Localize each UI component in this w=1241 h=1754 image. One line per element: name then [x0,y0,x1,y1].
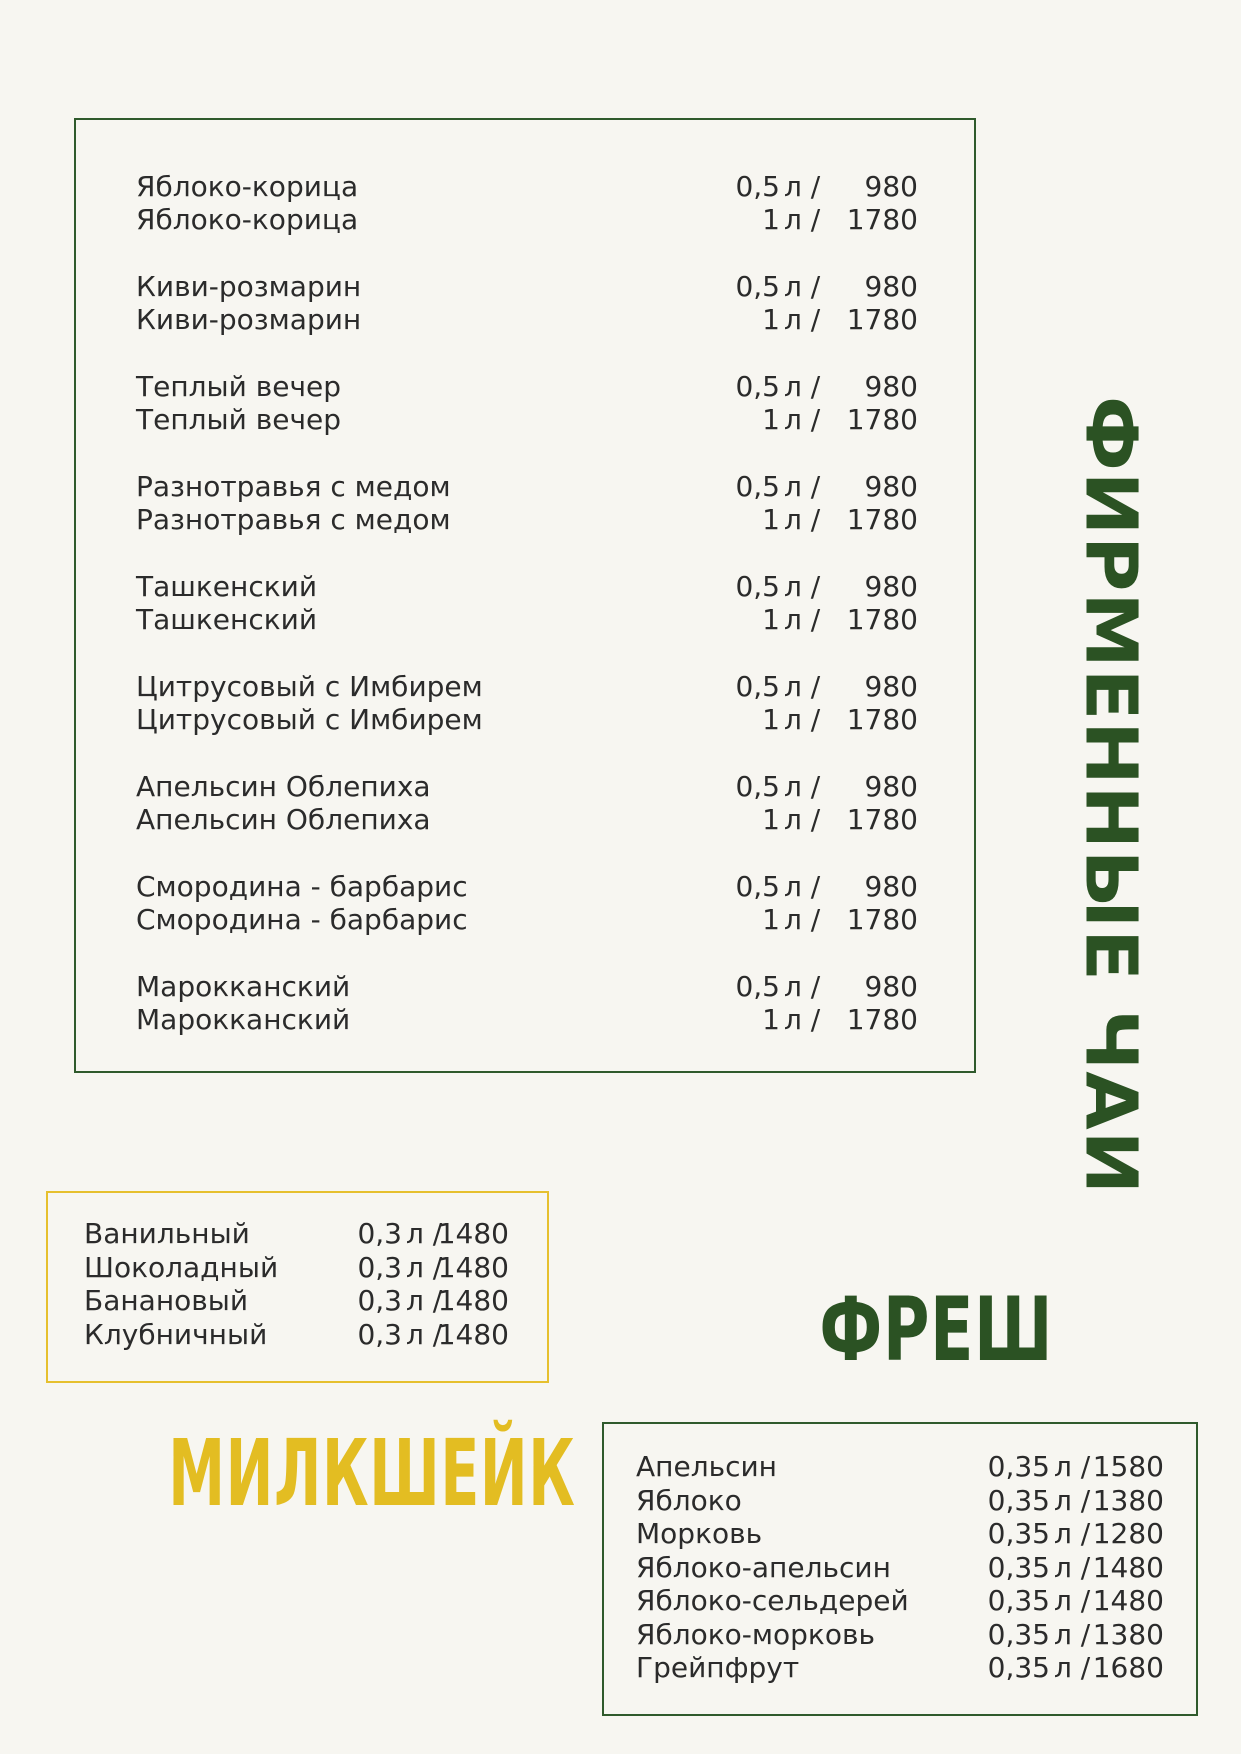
item-volume: 1 [762,403,780,436]
item-price: 980 [864,370,918,403]
item-price: 980 [864,470,918,503]
item-name: Теплый вечер [136,403,342,436]
item-name: Цитрусовый с Имбирем [136,670,483,703]
item-price: 1480 [437,1284,509,1317]
item-name: Яблоко-сельдерей [636,1584,909,1617]
menu-row [136,270,918,304]
item-name: Смородина - барбарис [136,903,468,936]
signature-tea-title: ФИРМЕННЫЕ ЧАИ [1069,396,1153,1195]
item-price: 980 [864,270,918,303]
menu-row [636,1551,1164,1585]
item-volume: 0,3 [357,1250,402,1284]
item-unit: л / [784,403,821,436]
menu-row [136,1003,918,1037]
menu-row [136,370,918,404]
item-volume: 1 [762,303,780,336]
item-volume: 0,3 [357,1317,402,1351]
item-name: Разнотравья с медом [136,503,451,536]
menu-row [136,303,918,337]
item-volume: 1 [762,503,780,536]
item-name: Яблоко-корица [136,203,359,236]
item-unit: л / [784,803,821,836]
item-name: Марокканский [136,1003,351,1036]
item-name: Разнотравья с медом [136,470,451,503]
item-unit: л / [1054,1651,1091,1684]
item-name: Апельсин Облепиха [136,803,431,836]
item-volume: 1 [762,903,780,936]
item-name: Цитрусовый с Имбирем [136,703,483,736]
menu-row [136,903,918,937]
item-unit: л / [406,1250,443,1284]
item-name: Апельсин [636,1450,777,1483]
item-unit: л / [1054,1617,1091,1651]
item-price: 1480 [1092,1584,1164,1617]
item-volume: 1 [762,603,780,636]
item-unit: л / [784,270,821,303]
item-price: 1480 [437,1250,509,1284]
menu-row [84,1217,509,1251]
menu-row [136,170,918,204]
item-price: 1480 [437,1217,509,1250]
item-price: 1780 [846,403,918,436]
item-unit: л / [1054,1483,1091,1517]
item-name: Яблоко [636,1483,742,1517]
item-volume: 1 [762,203,780,236]
item-price: 980 [864,670,918,703]
menu-row [136,470,918,504]
item-volume: 0,35 [987,1617,1050,1651]
item-volume: 0,5 [735,870,780,903]
item-name: Киви-розмарин [136,270,362,303]
item-volume: 0,5 [735,570,780,603]
item-price: 1480 [1092,1550,1164,1584]
item-volume: 0,35 [987,1450,1050,1483]
item-volume: 1 [762,1003,780,1036]
item-unit: л / [784,870,821,903]
item-name: Яблоко-корица [136,170,359,203]
item-price: 980 [864,970,918,1003]
menu-row [136,970,918,1004]
item-volume: 0,5 [735,970,780,1003]
item-name: Киви-розмарин [136,303,362,336]
item-price: 980 [864,770,918,803]
item-unit: л / [784,503,821,536]
item-name: Яблоко-апельсин [636,1550,891,1584]
item-price: 980 [864,170,918,203]
menu-row [636,1484,1164,1518]
item-unit: л / [1054,1550,1091,1584]
item-volume: 1 [762,703,780,736]
menu-row [136,570,918,604]
menu-row [84,1251,509,1285]
item-name: Шоколадный [84,1250,279,1284]
item-name: Смородина - барбарис [136,870,468,903]
item-price: 1380 [1092,1617,1164,1651]
item-price: 1780 [846,903,918,936]
item-volume: 0,5 [735,370,780,403]
item-unit: л / [784,903,821,936]
item-price: 1480 [437,1317,509,1351]
item-unit: л / [406,1317,443,1351]
item-volume: 0,5 [735,270,780,303]
item-price: 1280 [1092,1517,1164,1550]
item-price: 980 [864,870,918,903]
item-price: 1780 [846,603,918,636]
item-name: Клубничный [84,1317,268,1351]
item-price: 1680 [1092,1651,1164,1684]
item-price: 1380 [1092,1483,1164,1517]
item-name: Яблоко-морковь [636,1617,875,1651]
item-price: 1780 [846,303,918,336]
item-name: Ташкенский [136,570,318,603]
menu-row [136,603,918,637]
item-price: 980 [864,570,918,603]
menu-row [136,803,918,837]
item-unit: л / [1054,1517,1091,1550]
item-volume: 1 [762,803,780,836]
menu-row [636,1450,1164,1484]
item-price: 1780 [846,203,918,236]
menu-row [136,503,918,537]
menu-row [636,1584,1164,1618]
item-unit: л / [784,670,821,703]
item-unit: л / [784,470,821,503]
item-price: 1780 [846,703,918,736]
item-name: Ташкенский [136,603,318,636]
menu-row [636,1651,1164,1685]
menu-row [136,870,918,904]
item-name: Морковь [636,1517,763,1550]
item-unit: л / [784,570,821,603]
item-unit: л / [406,1284,443,1317]
item-unit: л / [784,603,821,636]
item-unit: л / [784,370,821,403]
menu-row [136,203,918,237]
menu-row [136,703,918,737]
item-name: Апельсин Облепиха [136,770,431,803]
item-unit: л / [784,1003,821,1036]
menu-row [636,1618,1164,1652]
menu-row [136,670,918,704]
item-name: Банановый [84,1284,249,1317]
item-volume: 0,5 [735,470,780,503]
item-unit: л / [784,303,821,336]
item-volume: 0,5 [735,770,780,803]
item-price: 1780 [846,803,918,836]
item-price: 1780 [846,503,918,536]
item-unit: л / [784,703,821,736]
menu-row [84,1318,509,1352]
menu-row [84,1284,509,1318]
menu-row [136,403,918,437]
item-name: Грейпфрут [636,1651,800,1684]
item-name: Ванильный [84,1217,250,1250]
item-volume: 0,35 [987,1651,1050,1684]
item-unit: л / [784,970,821,1003]
item-name: Теплый вечер [136,370,342,403]
item-unit: л / [784,203,821,236]
fresh-title: ФРЕШ [819,1278,1054,1381]
item-volume: 0,3 [357,1284,402,1317]
item-unit: л / [406,1217,443,1250]
item-volume: 0,5 [735,170,780,203]
item-unit: л / [784,770,821,803]
item-price: 1580 [1092,1450,1164,1483]
item-name: Марокканский [136,970,351,1003]
menu-row [636,1517,1164,1551]
item-unit: л / [1054,1450,1091,1483]
item-volume: 0,35 [987,1550,1050,1584]
item-volume: 0,35 [987,1517,1050,1550]
item-unit: л / [784,170,821,203]
milkshake-title: МИЛКШЕЙК [168,1420,576,1527]
item-volume: 0,35 [987,1584,1050,1617]
item-volume: 0,5 [735,670,780,703]
item-volume: 0,35 [987,1483,1050,1517]
item-volume: 0,3 [357,1217,402,1250]
menu-row [136,770,918,804]
item-unit: л / [1054,1584,1091,1617]
item-price: 1780 [846,1003,918,1036]
